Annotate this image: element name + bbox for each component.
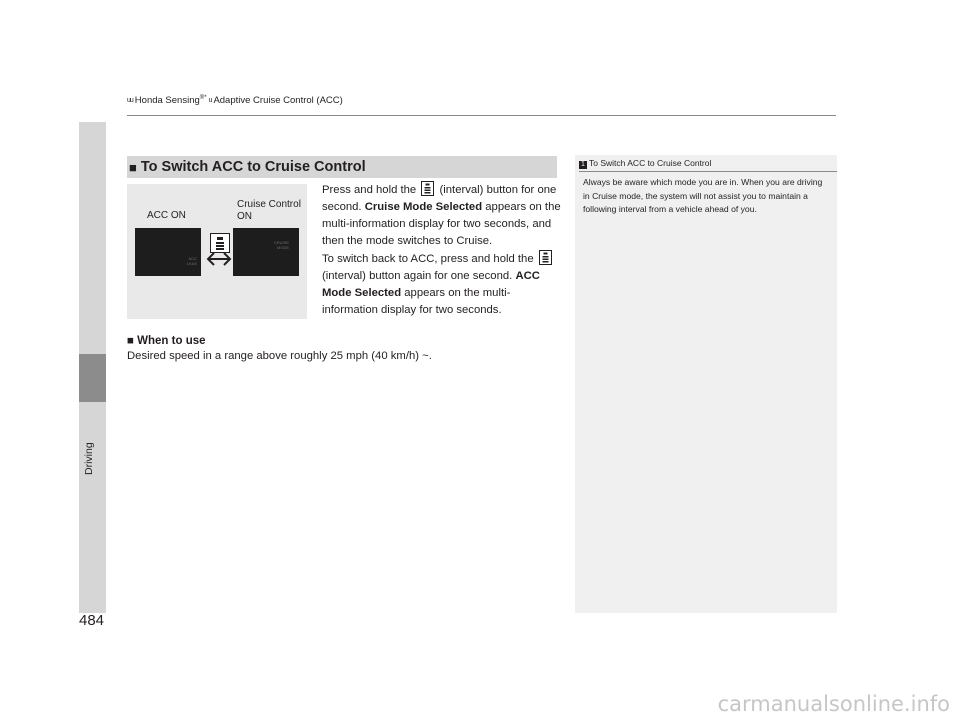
cruise-mode-selected-label: Cruise Mode Selected bbox=[364, 201, 483, 213]
page-number: 484 bbox=[79, 612, 105, 629]
section-heading bbox=[127, 156, 557, 178]
body-p1-b: (interval) button for one second. bbox=[322, 184, 557, 213]
when-to-use-text: Desired speed in a range above roughly 25 mph (40 km/h) ~. bbox=[127, 350, 432, 362]
side-tab-label[interactable]: Driving bbox=[83, 442, 95, 475]
breadcrumb-arrow-icon: uu bbox=[127, 97, 133, 105]
breadcrumb-arrow-icon: u bbox=[208, 97, 212, 105]
when-to-use-heading bbox=[127, 335, 206, 347]
mode-switch-figure bbox=[127, 184, 307, 319]
body-p2-b: (interval) button again for one second. bbox=[322, 270, 513, 282]
when-to-use-title: When to use bbox=[137, 335, 206, 347]
side-tab-active-marker bbox=[79, 354, 106, 402]
section-square-icon: ■ bbox=[129, 159, 137, 175]
note-ref-icon: 1 bbox=[579, 161, 587, 169]
note-title bbox=[579, 158, 711, 169]
note-title-text: To Switch ACC to Cruise Control bbox=[589, 158, 712, 168]
body-p2-a: To switch back to ACC, press and hold the bbox=[322, 253, 534, 265]
note-body: Always be aware which mode you are in. When you are driving in Cruise mode, the system will not assist you to maintain a following interval from a vehicle ahead of you. bbox=[583, 177, 823, 214]
acc-display-screen bbox=[135, 228, 201, 276]
cruise-screen-text: CRUISE MODE bbox=[273, 240, 289, 250]
side-note-panel bbox=[575, 155, 837, 613]
sub-square-icon: ■ bbox=[127, 335, 134, 347]
body-p1-a: Press and hold the bbox=[322, 184, 417, 196]
note-divider bbox=[579, 171, 837, 172]
interval-button-icon bbox=[421, 181, 434, 196]
breadcrumb bbox=[127, 95, 343, 106]
figure-label-acc-on: ACC ON bbox=[147, 210, 186, 221]
side-tab-upper bbox=[79, 122, 106, 354]
interval-button-icon bbox=[539, 250, 552, 265]
acc-mode-selected-label: ACC Mode Selected bbox=[322, 270, 540, 299]
figure-label-cruise-on: Cruise Control ON bbox=[237, 199, 301, 222]
watermark: carmanualsonline.info bbox=[717, 692, 950, 716]
breadcrumb-honda-sensing[interactable]: Honda Sensing®* bbox=[134, 95, 207, 107]
section-title: To Switch ACC to Cruise Control bbox=[140, 159, 366, 175]
swap-arrows-icon bbox=[203, 248, 235, 270]
section-body bbox=[322, 181, 562, 319]
breadcrumb-acc[interactable]: Adaptive Cruise Control (ACC) bbox=[213, 95, 343, 107]
header-divider bbox=[127, 115, 836, 116]
body-p1-c: appears on the multi-information display for two seconds, and then the mode switches to Cruise. bbox=[322, 201, 561, 247]
body-p2-c: appears on the multi-information display for two seconds. bbox=[322, 287, 511, 316]
cruise-display-screen bbox=[233, 228, 299, 276]
acc-screen-text: ACC LKAS bbox=[186, 256, 197, 266]
